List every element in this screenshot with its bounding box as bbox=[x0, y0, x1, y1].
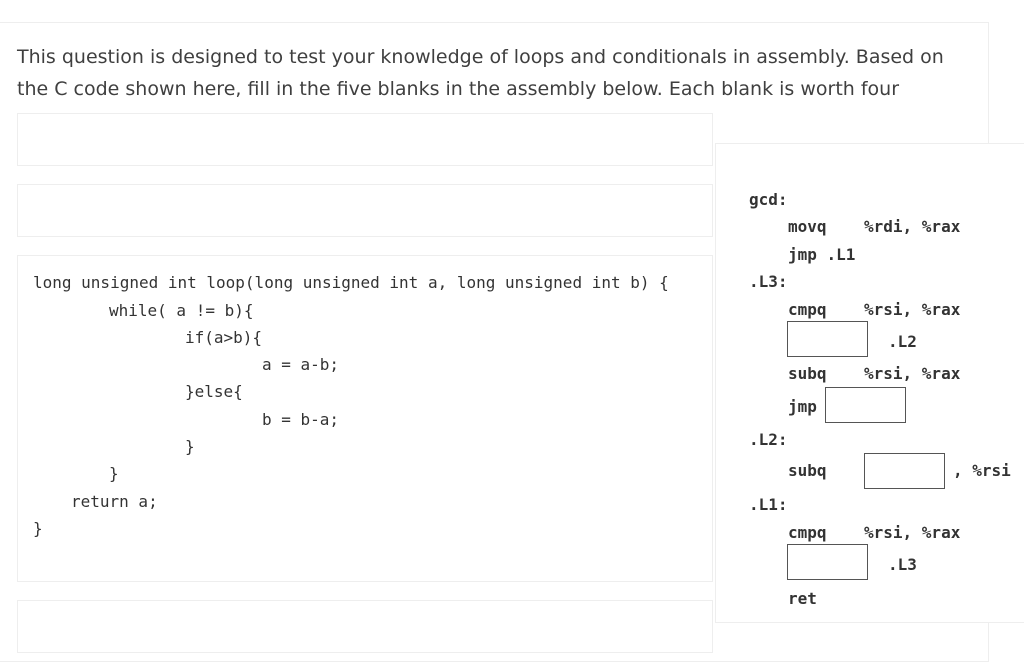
instr-jmp-l1: jmp .L1 bbox=[788, 245, 856, 264]
label-l3: .L3: bbox=[749, 272, 788, 291]
code-line: } bbox=[33, 519, 43, 538]
code-line: long unsigned int loop(long unsigned int a, long unsigned int b) { bbox=[33, 273, 669, 292]
instr-ret: ret bbox=[788, 589, 817, 608]
blank-4-input[interactable] bbox=[787, 544, 868, 580]
code-line: b = b-a; bbox=[262, 410, 340, 429]
instr-subq-1: subq bbox=[788, 364, 827, 383]
jump-target-l2: .L2 bbox=[888, 332, 917, 351]
c-code-block bbox=[17, 255, 713, 582]
label-gcd: gcd: bbox=[749, 190, 788, 209]
code-line: a = a-b; bbox=[262, 355, 340, 374]
code-line: while( a != b){ bbox=[109, 301, 254, 320]
instr-cmpq-1: cmpq bbox=[788, 300, 827, 319]
assembly-block bbox=[715, 143, 1024, 623]
jump-target-l3: .L3 bbox=[888, 555, 917, 574]
label-l1: .L1: bbox=[749, 495, 788, 514]
code-line: if(a>b){ bbox=[185, 328, 263, 347]
instr-jmp: jmp bbox=[788, 397, 817, 416]
instr-subq-2: subq bbox=[788, 461, 827, 480]
answer-box-2 bbox=[17, 184, 713, 237]
blank-3-input[interactable] bbox=[864, 453, 945, 489]
instr-movq: movq bbox=[788, 217, 827, 236]
instr-cmpq-2: cmpq bbox=[788, 523, 827, 542]
answer-box-1 bbox=[17, 113, 713, 166]
code-line: }else{ bbox=[185, 382, 243, 401]
instr-cmpq-2-operands: %rsi, %rax bbox=[864, 523, 961, 542]
instr-movq-operands: %rdi, %rax bbox=[864, 217, 961, 236]
code-line: } bbox=[109, 464, 119, 483]
blank-1-input[interactable] bbox=[787, 321, 868, 357]
blank-2-input[interactable] bbox=[825, 387, 906, 423]
label-l2: .L2: bbox=[749, 430, 788, 449]
instr-subq-2-operands: , %rsi bbox=[953, 461, 1011, 480]
question-text: This question is designed to test your knowledge of loops and conditionals in assembly. Based on the C code shown here, fill in the five blanks in the assembly below. Each blank is worth four bbox=[17, 46, 944, 100]
code-line: return a; bbox=[71, 492, 158, 511]
instr-subq-1-operands: %rsi, %rax bbox=[864, 364, 961, 383]
instr-cmpq-1-operands: %rsi, %rax bbox=[864, 300, 961, 319]
answer-box-4 bbox=[17, 600, 713, 653]
code-line: } bbox=[185, 437, 195, 456]
